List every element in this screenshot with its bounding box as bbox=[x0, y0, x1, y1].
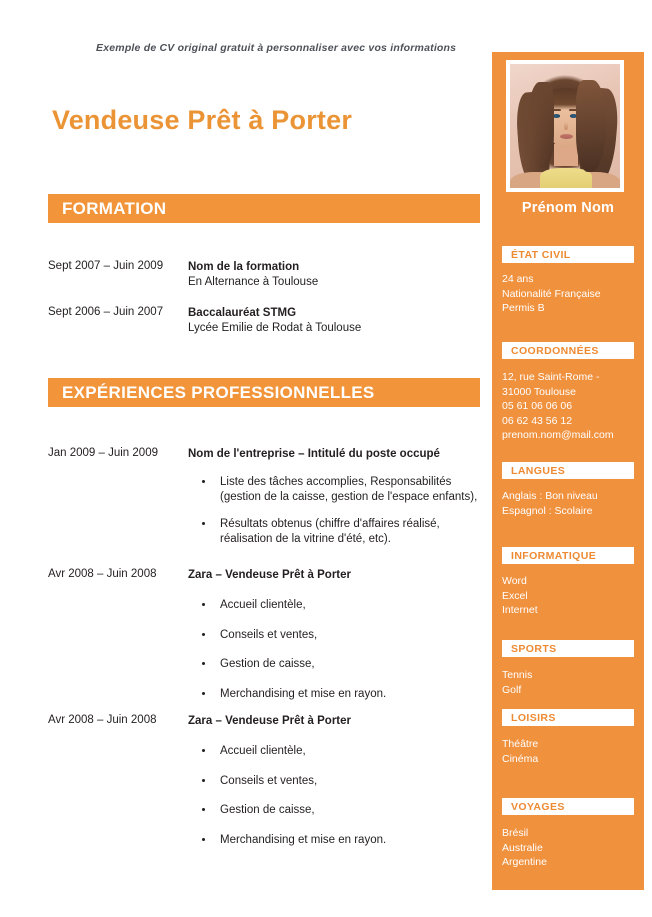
sidebar-line: Internet bbox=[502, 604, 538, 616]
bullet-icon bbox=[202, 692, 205, 695]
sidebar-line: Espagnol : Scolaire bbox=[502, 504, 593, 517]
sidebar-header-langues-label: LANGUES bbox=[511, 464, 566, 477]
sidebar-line: 12, rue Saint-Rome - bbox=[502, 371, 600, 383]
list-item-text: Accueil clientèle, bbox=[220, 745, 306, 757]
section-header-experiences bbox=[48, 378, 480, 407]
sidebar-body-informatique bbox=[502, 574, 642, 618]
list-item bbox=[188, 774, 480, 789]
section-header-formation bbox=[48, 194, 480, 223]
sidebar-header-etat-civil bbox=[502, 246, 634, 263]
sidebar-line: Australie bbox=[502, 841, 543, 854]
list-item-text: Gestion de caisse, bbox=[220, 658, 315, 670]
list-item bbox=[188, 833, 480, 848]
bullet-icon bbox=[202, 779, 205, 782]
list-item bbox=[188, 475, 480, 504]
sidebar-header-voyages bbox=[502, 798, 634, 815]
sidebar-line: Anglais : Bon niveau bbox=[502, 490, 598, 502]
sidebar-header-loisirs bbox=[502, 709, 634, 726]
bullet-icon bbox=[202, 808, 205, 811]
section-header-experiences-label: EXPÉRIENCES PROFESSIONNELLES bbox=[62, 382, 375, 402]
sidebar-header-coordonnees-label: COORDONNÉES bbox=[511, 344, 599, 357]
sidebar-line: Nationalité Française bbox=[502, 287, 601, 300]
entry-bullet-list bbox=[188, 598, 480, 701]
entry-date: Avr 2008 – Juin 2008 bbox=[48, 714, 157, 726]
sidebar-line: 24 ans bbox=[502, 273, 534, 285]
bullet-icon bbox=[202, 633, 205, 636]
list-item-text: Gestion de caisse, bbox=[220, 804, 315, 816]
entry-title: Zara – Vendeuse Prêt à Porter bbox=[188, 569, 351, 581]
entry-body bbox=[188, 568, 480, 701]
education-entry bbox=[48, 306, 480, 336]
list-item bbox=[188, 744, 480, 759]
sidebar-line: 31000 Toulouse bbox=[502, 385, 576, 398]
entry-date: Avr 2008 – Juin 2008 bbox=[48, 568, 157, 580]
sidebar-header-voyages-label: VOYAGES bbox=[511, 800, 565, 813]
entry-title: Nom de la formation bbox=[188, 261, 300, 273]
sidebar-line: Argentine bbox=[502, 856, 547, 868]
experience-entry bbox=[48, 714, 480, 847]
entry-subtitle: Lycée Emilie de Rodat à Toulouse bbox=[188, 322, 362, 334]
sidebar-line: Tennis bbox=[502, 669, 533, 681]
entry-title: Baccalauréat STMG bbox=[188, 307, 297, 319]
page-title: Vendeuse Prêt à Porter bbox=[52, 105, 353, 135]
list-item-text: Liste des tâches accomplies, Responsabilités (gestion de la caisse, gestion de l'espace enfants), bbox=[220, 476, 478, 503]
sidebar-body-etat-civil bbox=[502, 272, 642, 316]
sidebar-header-loisirs-label: LOISIRS bbox=[511, 711, 556, 724]
list-item bbox=[188, 517, 480, 546]
candidate-name: Prénom Nom bbox=[521, 200, 615, 216]
bullet-icon bbox=[202, 480, 205, 483]
entry-body bbox=[188, 260, 480, 290]
sidebar-line: Permis B bbox=[502, 302, 545, 314]
sidebar-header-informatique bbox=[502, 547, 634, 564]
sidebar-line: Théâtre bbox=[502, 738, 539, 750]
entry-title: Nom de l'entreprise – Intitulé du poste occupé bbox=[188, 448, 440, 460]
entry-date: Jan 2009 – Juin 2009 bbox=[48, 447, 158, 459]
experience-entry bbox=[48, 447, 480, 546]
mobile-line: 06 62 43 56 12 bbox=[502, 414, 573, 427]
bullet-icon bbox=[202, 662, 205, 665]
email-line: prenom.nom@mail.com bbox=[502, 429, 614, 441]
entry-bullet-list bbox=[188, 744, 480, 847]
list-item bbox=[188, 687, 480, 702]
bullet-icon bbox=[202, 838, 205, 841]
sidebar-line: Golf bbox=[502, 683, 522, 696]
experience-entry bbox=[48, 568, 480, 701]
bullet-icon bbox=[202, 522, 205, 525]
education-entry bbox=[48, 260, 480, 290]
list-item bbox=[188, 803, 480, 818]
section-header-formation-label: FORMATION bbox=[62, 198, 167, 218]
entry-body bbox=[188, 447, 480, 546]
sidebar-line: Word bbox=[502, 575, 527, 587]
list-item-text: Résultats obtenus (chiffre d'affaires réalisé, réalisation de la vitrine d'été, etc). bbox=[220, 518, 440, 545]
sidebar bbox=[492, 52, 644, 890]
sidebar-body-coordonnees bbox=[502, 370, 642, 443]
sidebar-header-langues bbox=[502, 462, 634, 479]
entry-subtitle: En Alternance à Toulouse bbox=[188, 276, 319, 288]
sidebar-header-sports bbox=[502, 640, 634, 657]
list-item-text: Merchandising et mise en rayon. bbox=[220, 833, 387, 846]
sidebar-line: Brésil bbox=[502, 827, 529, 839]
page-tagline: Exemple de CV original gratuit à personnaliser avec vos informations bbox=[96, 42, 457, 54]
list-item bbox=[188, 598, 480, 613]
entry-date: Sept 2007 – Juin 2009 bbox=[48, 260, 164, 272]
sidebar-line: Excel bbox=[502, 589, 528, 602]
entry-body bbox=[188, 714, 480, 847]
avatar-frame bbox=[506, 60, 624, 192]
list-item-text: Conseils et ventes, bbox=[220, 774, 318, 787]
sidebar-header-sports-label: SPORTS bbox=[511, 642, 557, 655]
avatar bbox=[510, 64, 620, 188]
list-item-text: Merchandising et mise en rayon. bbox=[220, 687, 387, 700]
list-item-text: Conseils et ventes, bbox=[220, 628, 318, 641]
bullet-icon bbox=[202, 603, 205, 606]
list-item bbox=[188, 657, 480, 672]
sidebar-body-langues bbox=[502, 489, 642, 518]
sidebar-header-informatique-label: INFORMATIQUE bbox=[511, 549, 597, 562]
entry-bullet-list bbox=[188, 475, 480, 546]
sidebar-body-voyages bbox=[502, 826, 642, 870]
list-item bbox=[188, 628, 480, 643]
entry-date: Sept 2006 – Juin 2007 bbox=[48, 306, 164, 318]
sidebar-line: Cinéma bbox=[502, 752, 539, 765]
sidebar-body-loisirs bbox=[502, 737, 642, 766]
phone-line: 05 61 06 06 06 bbox=[502, 400, 573, 412]
sidebar-header-coordonnees bbox=[502, 342, 634, 359]
entry-title: Zara – Vendeuse Prêt à Porter bbox=[188, 715, 351, 727]
sidebar-body-sports bbox=[502, 668, 642, 697]
entry-body bbox=[188, 306, 480, 336]
list-item-text: Accueil clientèle, bbox=[220, 599, 306, 611]
sidebar-header-etat-civil-label: ÉTAT CIVIL bbox=[511, 248, 571, 261]
bullet-icon bbox=[202, 749, 205, 752]
